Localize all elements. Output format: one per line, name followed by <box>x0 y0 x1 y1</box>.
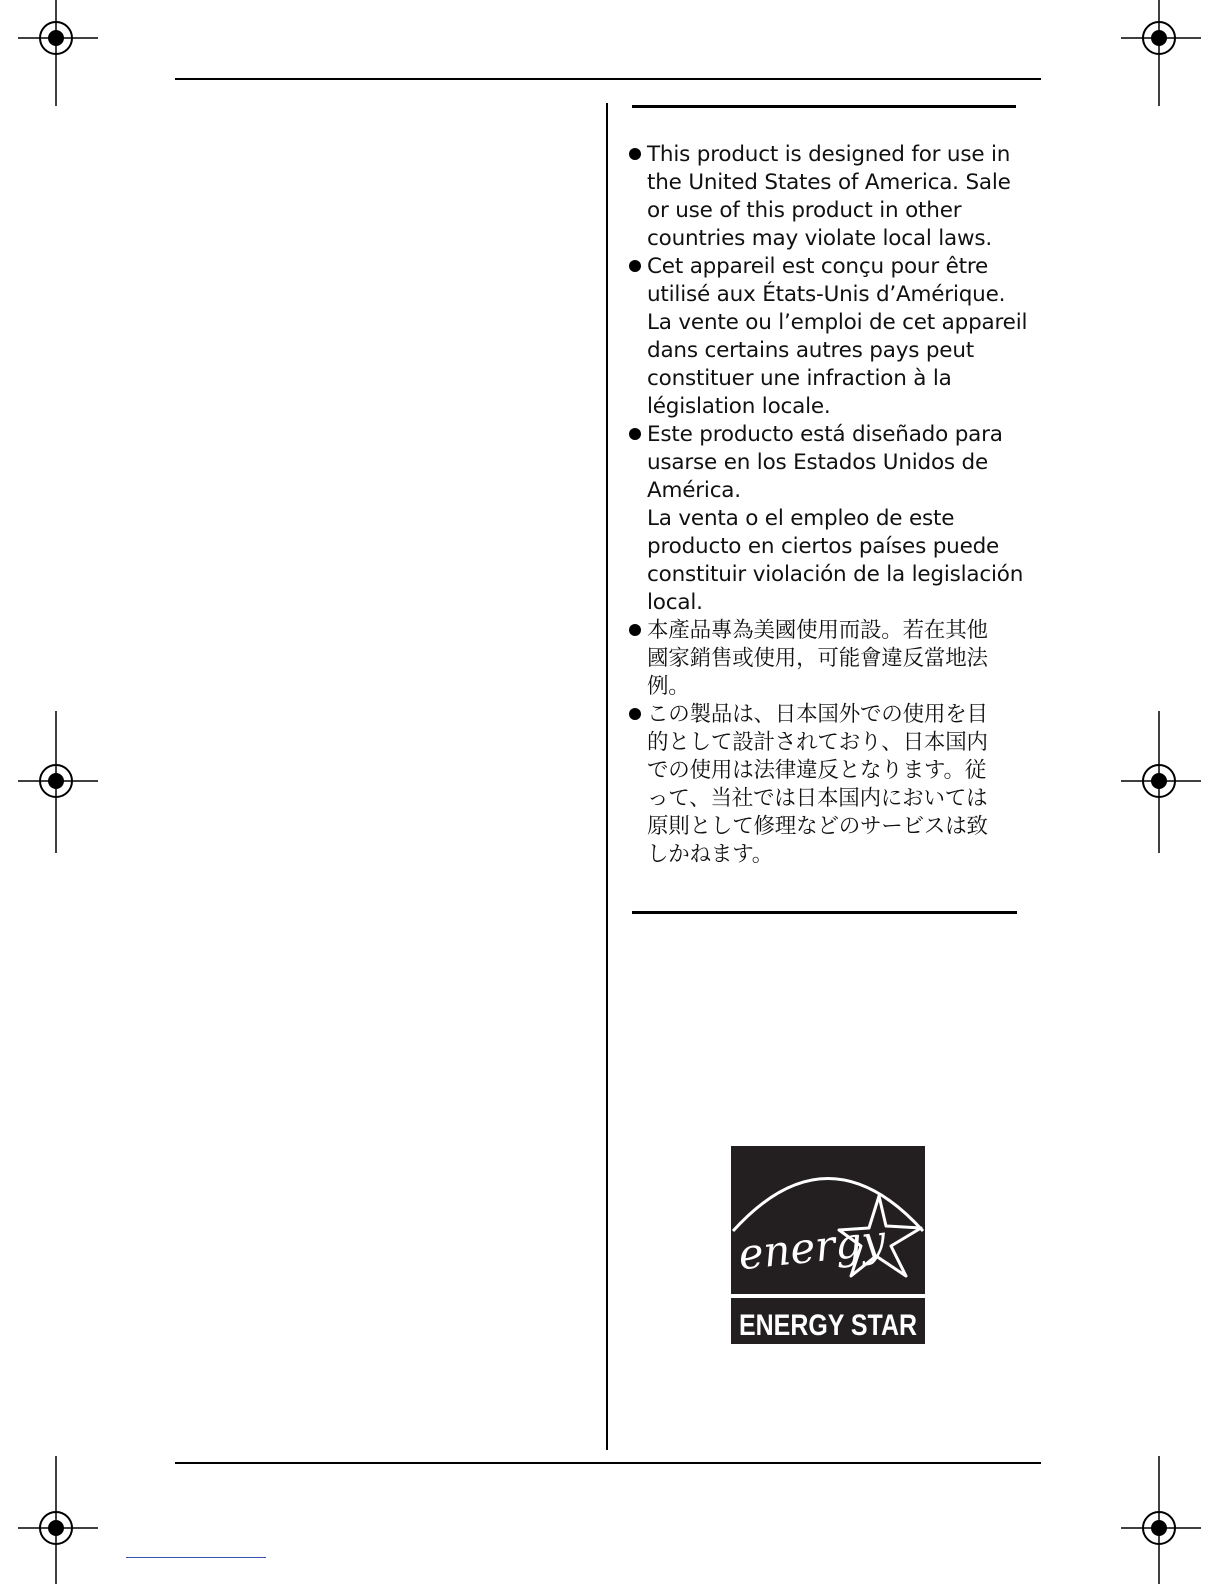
notice-line: constituer une infraction à la <box>647 366 952 391</box>
energy-star-logo <box>731 1146 925 1344</box>
notice-line: Este producto está diseñado para <box>647 422 1003 447</box>
registration-mark-top-right <box>1121 0 1201 140</box>
notice-line: local. <box>647 590 703 615</box>
notice-line: 國家銷售或使用，可能會違反當地法 <box>647 646 988 671</box>
notice-line: producto en ciertos países puede <box>647 534 1000 559</box>
notice-french <box>629 253 1029 421</box>
bullet-icon <box>629 708 641 720</box>
column-divider <box>606 103 608 1450</box>
notice-line: Cet appareil est conçu pour être <box>647 254 989 279</box>
notice-line: usarse en los Estados Unidos de <box>647 450 989 475</box>
notice-line: って、当社では日本国内においては <box>647 786 988 811</box>
bullet-icon <box>629 260 641 272</box>
notice-line: constituir violación de la legislación <box>647 562 1024 587</box>
notice-line: での使用は法律違反となります。従 <box>647 758 987 783</box>
notice-chinese <box>629 617 1029 701</box>
notice-line: dans certains autres pays peut <box>647 338 974 363</box>
notice-english <box>629 141 1029 253</box>
notice-line: La venta o el empleo de este <box>647 506 955 531</box>
notice-line: 例。 <box>647 674 690 699</box>
registration-mark-top-left <box>18 0 98 140</box>
registration-mark-middle-left <box>18 711 98 851</box>
notice-line: utilisé aux États-Unis d’Amérique. <box>647 282 1006 307</box>
bottom-link-underline <box>126 1557 266 1558</box>
bullet-icon <box>629 148 641 160</box>
section-rule-middle <box>632 911 1017 914</box>
notice-line: この製品は、日本国外での使用を目 <box>647 702 988 727</box>
notice-line: しかねます。 <box>647 842 774 867</box>
notice-spanish <box>629 421 1029 617</box>
energy-script-text: energy <box>736 1215 888 1280</box>
notice-line: législation locale. <box>647 394 831 419</box>
energy-star-label: ENERGY STAR <box>739 1309 918 1342</box>
notice-japanese <box>629 701 1029 869</box>
footer-rule <box>175 1462 1041 1464</box>
notice-line: countries may violate local laws. <box>647 226 993 251</box>
notice-line: 本產品專為美國使用而設。若在其他 <box>647 618 988 643</box>
bullet-icon <box>629 428 641 440</box>
notice-line: or use of this product in other <box>647 198 962 223</box>
registration-mark-middle-right <box>1121 711 1201 851</box>
notice-line: 原則として修理などのサービスは致 <box>647 814 988 839</box>
header-rule <box>175 78 1041 80</box>
bullet-icon <box>629 624 641 636</box>
section-rule-top <box>632 105 1016 108</box>
notice-line: 的として設計されており、日本国内 <box>647 730 988 755</box>
notice-line: La vente ou l’emploi de cet appareil <box>647 310 1028 335</box>
usage-notice-list <box>629 141 1029 869</box>
notice-line: the United States of America. Sale <box>647 170 1011 195</box>
registration-mark-bottom-right <box>1121 1456 1201 1596</box>
notice-line: América. <box>647 478 741 503</box>
registration-mark-bottom-left <box>18 1456 98 1596</box>
notice-line: This product is designed for use in <box>647 142 1011 167</box>
